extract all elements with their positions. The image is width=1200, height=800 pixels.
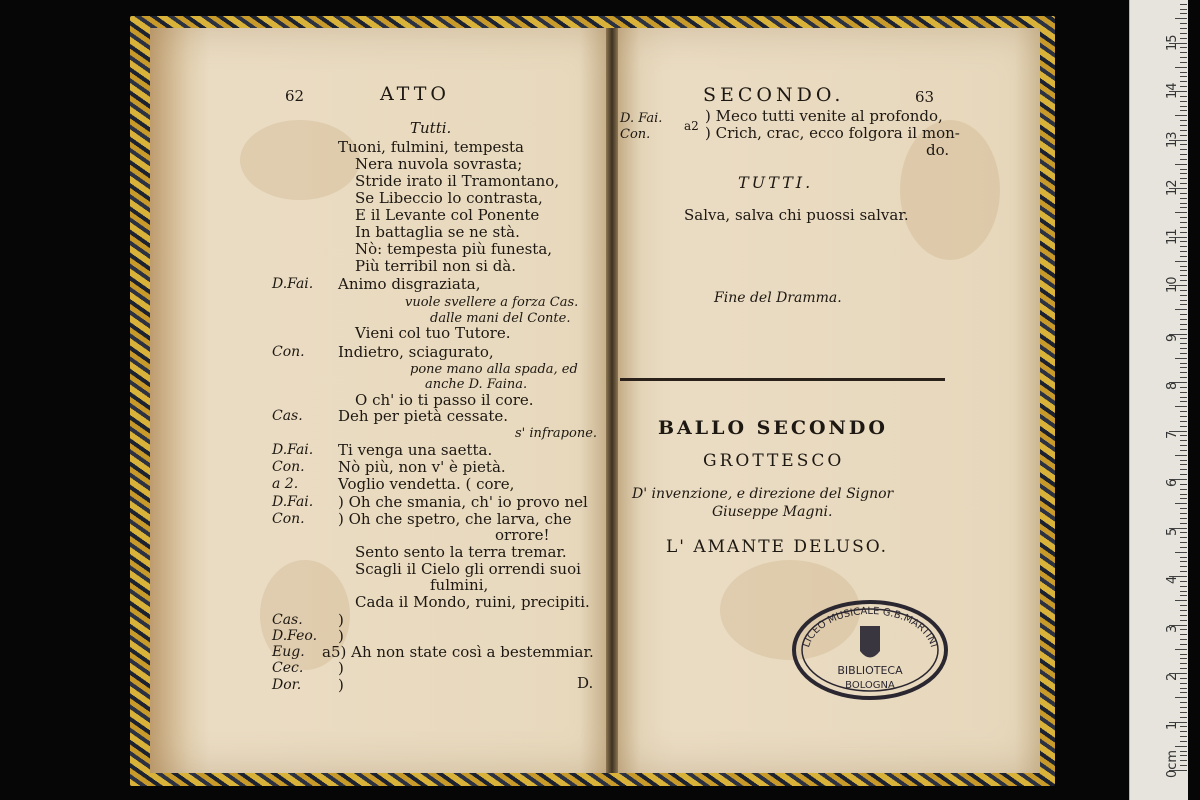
ruler-tick [1180,513,1187,514]
speaker-label: Con. [272,511,305,527]
catchword: D. [577,674,594,692]
ruler-tick [1180,72,1187,73]
ruler-tick [1175,261,1187,262]
ruler-tick [1180,615,1187,616]
ruler-label: 8 [1165,381,1180,390]
ruler-tick [1180,426,1187,427]
ruler-tick [1180,717,1187,718]
ruler-tick [1180,726,1187,727]
ruler-tick [1180,508,1187,509]
verse-line: Stride irato il Tramontano, [355,172,560,190]
ruler-tick [1180,101,1187,102]
ruler-tick [1180,81,1187,82]
stamp-top-text: LICEO MUSICALE G.B.MARTINI [801,605,939,649]
verse-line: Deh per pietà cessate. [338,407,509,425]
ruler-tick [1180,561,1187,562]
ruler-tick [1180,154,1187,155]
ruler-tick [1180,736,1187,737]
verse-line: Tutti. [410,119,452,137]
ruler-tick [1180,731,1187,732]
ruler-tick [1180,183,1187,184]
ruler-tick [1175,455,1187,456]
ruler-tick [1180,203,1187,204]
ruler-tick [1180,557,1187,558]
speaker-label: a 2. [272,476,299,492]
ruler-label: 13 [1165,131,1180,148]
ruler-tick [1180,595,1187,596]
ruler-tick [1175,552,1187,553]
ruler-tick [1180,755,1187,756]
verse-line: In battaglia se ne stà. [355,223,520,241]
verse-line: Indietro, sciagurato, [338,343,494,361]
stamp-bottom-text: BOLOGNA [845,680,895,691]
stamp-middle-text: BIBLIOTECA [837,664,903,677]
ruler-label: 10 [1165,276,1180,293]
ruler-tick [1180,751,1187,752]
ruler-tick [1180,144,1187,145]
ruler-tick [1180,634,1187,635]
coat-of-arms-icon [860,626,880,658]
ruler-tick [1175,212,1187,213]
ruler-tick [1180,397,1187,398]
left-running-head: ATTO [380,83,450,105]
ruler-tick [1180,494,1187,495]
ruler-tick [1180,712,1187,713]
ruler-tick [1180,683,1187,684]
verse-line: anche D. Faina. [425,377,528,392]
ruler-tick [1180,523,1187,524]
ruler-tick [1180,688,1187,689]
ruler-tick [1180,314,1187,315]
ruler-tick [1180,392,1187,393]
ruler-tick [1180,110,1187,111]
ruler-tick [1180,542,1187,543]
verse-line: s' infrapone. [515,426,598,441]
ruler-tick [1180,367,1187,368]
ruler-tick [1180,610,1187,611]
ruler-tick [1180,96,1187,97]
ruler-tick [1180,571,1187,572]
ruler-tick [1180,193,1187,194]
ruler-tick [1180,135,1187,136]
ruler-tick [1180,9,1187,10]
ballo-subtitle: GROTTESCO [703,451,845,471]
ruler-tick [1180,678,1187,679]
ruler-tick [1175,18,1187,19]
verse-line: ) [338,611,344,629]
ruler-label: 3 [1165,624,1180,633]
verse-line: Nò: tempesta più funesta, [355,240,553,258]
speaker-label: Cec. [272,660,304,676]
speaker-label: Con. [272,344,305,360]
library-stamp [790,596,950,704]
ruler-tick [1180,329,1187,330]
ruler-tick [1180,159,1187,160]
invention-line-1: D' invenzione, e direzione del Signor [632,486,894,502]
ruler-tick [1175,67,1187,68]
verse-line: ) [338,659,344,677]
ruler-tick [1180,217,1187,218]
paper-stain [240,120,360,200]
right-page-number: 63 [915,88,935,106]
speaker-label: Cas. [272,612,303,628]
duet-speaker-2: Con. [620,127,651,142]
ruler-tick [1180,654,1187,655]
right-running-head: SECONDO. [703,84,845,106]
ruler-tick [1180,658,1187,659]
ruler-tick [1180,256,1187,257]
ruler-tick [1180,605,1187,606]
ruler-tick [1180,47,1187,48]
ruler-tick [1180,270,1187,271]
ruler-tick [1180,484,1187,485]
ruler-tick [1175,358,1187,359]
verse-line: Tuoni, fulmini, tempesta [338,138,524,156]
verse-line: Animo disgraziata, [338,275,481,293]
ballo-title: BALLO SECONDO [658,417,888,439]
ruler-tick [1180,319,1187,320]
ruler-tick [1180,106,1187,107]
ruler-tick [1180,290,1187,291]
ruler-tick [1180,232,1187,233]
ruler-tick [1180,198,1187,199]
ruler-tick [1180,120,1187,121]
ruler-tick [1180,586,1187,587]
ruler-tick [1175,115,1187,116]
ruler-tick [1180,86,1187,87]
ruler-tick [1180,76,1187,77]
ruler-tick [1180,581,1187,582]
ruler-tick [1180,33,1187,34]
ruler-tick [1180,639,1187,640]
ruler-tick [1180,353,1187,354]
tutti-label: TUTTI. [738,173,814,192]
verse-line: orrore! [495,526,550,544]
verse-line: ) [338,627,344,645]
ruler-label: 15 [1165,34,1180,51]
duet-line-3: do. [926,141,950,159]
speaker-label: Dor. [272,677,302,693]
ruler-tick [1180,343,1187,344]
ruler-tick [1180,707,1187,708]
speaker-label: Con. [272,459,305,475]
ruler-tick [1180,460,1187,461]
ruler-tick [1180,532,1187,533]
ruler-label: 0cm [1165,749,1180,778]
tutti-line: Salva, salva chi puossi salvar. [684,206,909,224]
ruler-tick [1180,125,1187,126]
ruler-tick [1180,692,1187,693]
ruler-tick [1180,207,1187,208]
divider-rule [620,378,945,381]
verse-line: Sento sento la terra tremar. [355,543,567,561]
ruler-tick [1180,295,1187,296]
ruler-tick [1180,300,1187,301]
ruler-tick [1180,629,1187,630]
verse-line: ) Oh che spetro, che larva, che [338,510,572,528]
ruler-tick [1175,746,1187,747]
fine-del-dramma: Fine del Dramma. [714,290,842,306]
verse-line: Cada il Mondo, ruini, precipiti. [355,593,590,611]
ruler-tick [1180,440,1187,441]
verse-line: pone mano alla spada, ed [410,362,578,377]
verse-line: dalle mani del Conte. [430,311,571,326]
ruler-tick [1180,644,1187,645]
verse-line: Se Libeccio lo contrasta, [355,189,543,207]
ruler-label: 4 [1165,575,1180,584]
ruler-tick [1180,498,1187,499]
ruler-tick [1180,227,1187,228]
ruler-tick [1180,149,1187,150]
verse-line: Nò più, non v' è pietà. [338,458,506,476]
ruler-tick [1180,741,1187,742]
speaker-label: Eug. [272,644,305,660]
ruler-label: 6 [1165,478,1180,487]
speaker-label: D.Fai. [272,276,314,292]
ruler-tick [1180,251,1187,252]
speaker-label: D.Fai. [272,494,314,510]
ruler-tick [1180,372,1187,373]
ruler-tick [1180,489,1187,490]
ruler-tick [1180,401,1187,402]
ruler-tick [1175,309,1187,310]
ruler-tick [1180,566,1187,567]
verse-line: fulmini, [430,576,489,594]
verse-line: ) [338,676,344,694]
ruler-tick [1175,649,1187,650]
ruler-label: 12 [1165,179,1180,196]
ruler-tick [1180,547,1187,548]
ruler-tick [1180,62,1187,63]
ruler-tick [1175,697,1187,698]
ruler-tick [1180,411,1187,412]
verse-line: Scagli il Cielo gli orrendi suoi [355,560,581,578]
ruler-tick [1180,130,1187,131]
ruler-tick [1175,503,1187,504]
ruler-tick [1180,338,1187,339]
ruler-label: 7 [1165,430,1180,439]
duet-speaker-1: D. Fai. [620,111,663,126]
duet-marker: a2 [684,119,699,133]
ruler-tick [1180,173,1187,174]
ruler-tick [1180,416,1187,417]
ruler-tick [1180,57,1187,58]
ruler-tick [1180,377,1187,378]
ruler-tick [1180,280,1187,281]
ruler-tick [1180,363,1187,364]
ruler-tick [1175,406,1187,407]
ruler-tick [1180,324,1187,325]
ruler-tick [1180,765,1187,766]
verse-line: a5) Ah non state così a bestemmiar. [322,643,594,661]
ruler-tick [1180,474,1187,475]
verse-line: Nera nuvola sovrasta; [355,155,523,173]
ruler-tick [1180,304,1187,305]
ruler-tick [1180,537,1187,538]
left-page-number: 62 [285,87,305,105]
ruler-tick [1180,222,1187,223]
ruler-tick [1175,600,1187,601]
ruler-tick [1180,348,1187,349]
ruler-tick [1180,591,1187,592]
duet-line-2: ) Crich, crac, ecco folgora il mon- [705,124,960,142]
ruler-tick [1180,266,1187,267]
ruler-tick [1180,52,1187,53]
amante-title: L' AMANTE DELUSO. [666,537,889,557]
ruler-label: 5 [1165,527,1180,536]
ruler-tick [1180,663,1187,664]
verse-line: E il Levante col Ponente [355,206,540,224]
speaker-label: Cas. [272,408,303,424]
ruler-tick [1180,760,1187,761]
ruler-tick [1175,164,1187,165]
duet-line-1: ) Meco tutti venite al profondo, [705,107,943,125]
ruler-tick [1180,241,1187,242]
ruler-tick [1180,4,1187,5]
ruler-tick [1180,387,1187,388]
ruler-tick [1180,464,1187,465]
ruler-label: 9 [1165,333,1180,342]
ruler-tick [1180,169,1187,170]
ruler-label: 11 [1165,228,1180,245]
ruler-tick [1180,246,1187,247]
ruler-tick [1180,23,1187,24]
verse-line: O ch' io ti passo il core. [355,391,534,409]
ruler-label: 14 [1165,82,1180,99]
verse-line: vuole svellere a forza Cas. [405,295,579,310]
invention-line-2: Giuseppe Magni. [712,504,833,520]
ruler-tick [1180,38,1187,39]
ruler-label: 2 [1165,672,1180,681]
book-gutter [606,28,618,773]
ruler-tick [1180,668,1187,669]
verse-line: Più terribil non si dà. [355,257,517,275]
verse-line: Vieni col tuo Tutore. [355,324,511,342]
verse-line: ) Oh che smania, ch' io provo nel [338,493,588,511]
ruler-tick [1180,469,1187,470]
ruler-tick [1180,421,1187,422]
ruler-tick [1180,445,1187,446]
ruler-tick [1180,435,1187,436]
ruler-tick [1180,178,1187,179]
ruler-tick [1180,450,1187,451]
ruler-tick [1180,28,1187,29]
speaker-label: D.Feo. [272,628,318,644]
ruler-label: 1 [1165,721,1180,730]
verse-line: Ti venga una saetta. [338,441,493,459]
ruler-tick [1180,702,1187,703]
ruler-tick [1180,620,1187,621]
speaker-label: D.Fai. [272,442,314,458]
verse-line: Voglio vendetta. ( core, [338,475,515,493]
ruler-tick [1180,275,1187,276]
ruler-tick [1180,13,1187,14]
ruler-tick [1180,518,1187,519]
